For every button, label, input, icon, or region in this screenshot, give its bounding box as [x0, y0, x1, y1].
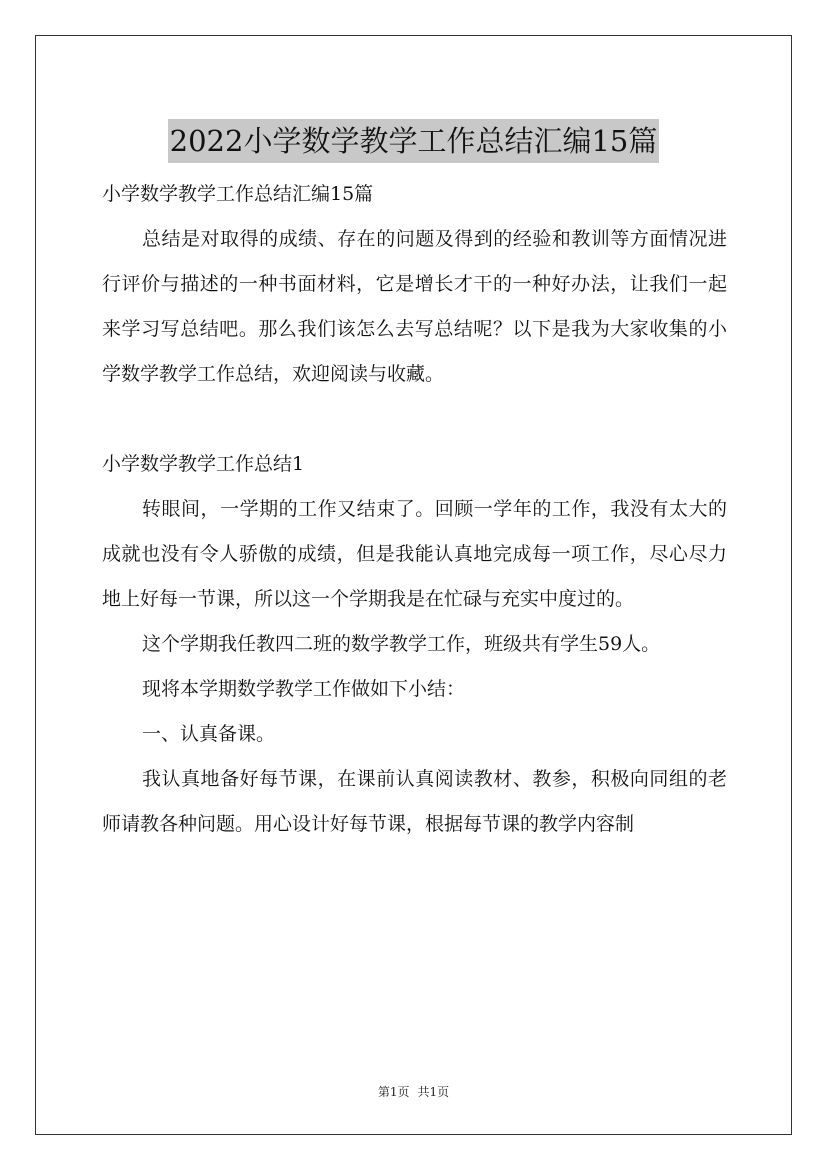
intro-paragraph: 总结是对取得的成绩、存在的问题及得到的经验和教训等方面情况进行评价与描述的一种书面材料，它是增长才干的一种好办法，让我们一起来学习写总结吧。那么我们该怎么去写总结呢？以下是我为大家收集的小学数学教学工作总结，欢迎阅读与收藏。 [102, 228, 727, 385]
body-paragraph: 现将本学期数学教学工作做如下小结： [142, 678, 466, 700]
subtitle-paragraph: 小学数学教学工作总结汇编15篇 [102, 183, 374, 205]
document-body [102, 172, 727, 847]
section-spacer [102, 397, 727, 442]
page-footer [0, 1083, 827, 1101]
document-title: 2022小学数学教学工作总结汇编15篇 [168, 119, 660, 163]
title-container [0, 100, 827, 183]
section-heading-1: 小学数学教学工作总结1 [102, 453, 305, 475]
body-paragraph: 我认真地备好每节课，在课前认真阅读教材、教参，积极向同组的老师请教各种问题。用心设计好每节课，根据每节课的教学内容制 [102, 768, 727, 835]
subsection-heading: 一、认真备课。 [142, 723, 276, 745]
body-paragraph: 转眼间，一学期的工作又结束了。回顾一学年的工作，我没有太大的成就也没有令人骄傲的成绩，但是我能认真地完成每一项工作，尽心尽力地上好每一节课，所以这一个学期我是在忙碌与充实中度过的。 [102, 498, 727, 610]
page-total: 共1页 [417, 1085, 450, 1099]
page-number: 第1页 [377, 1085, 410, 1099]
body-paragraph: 这个学期我任教四二班的数学教学工作，班级共有学生59人。 [142, 633, 661, 655]
